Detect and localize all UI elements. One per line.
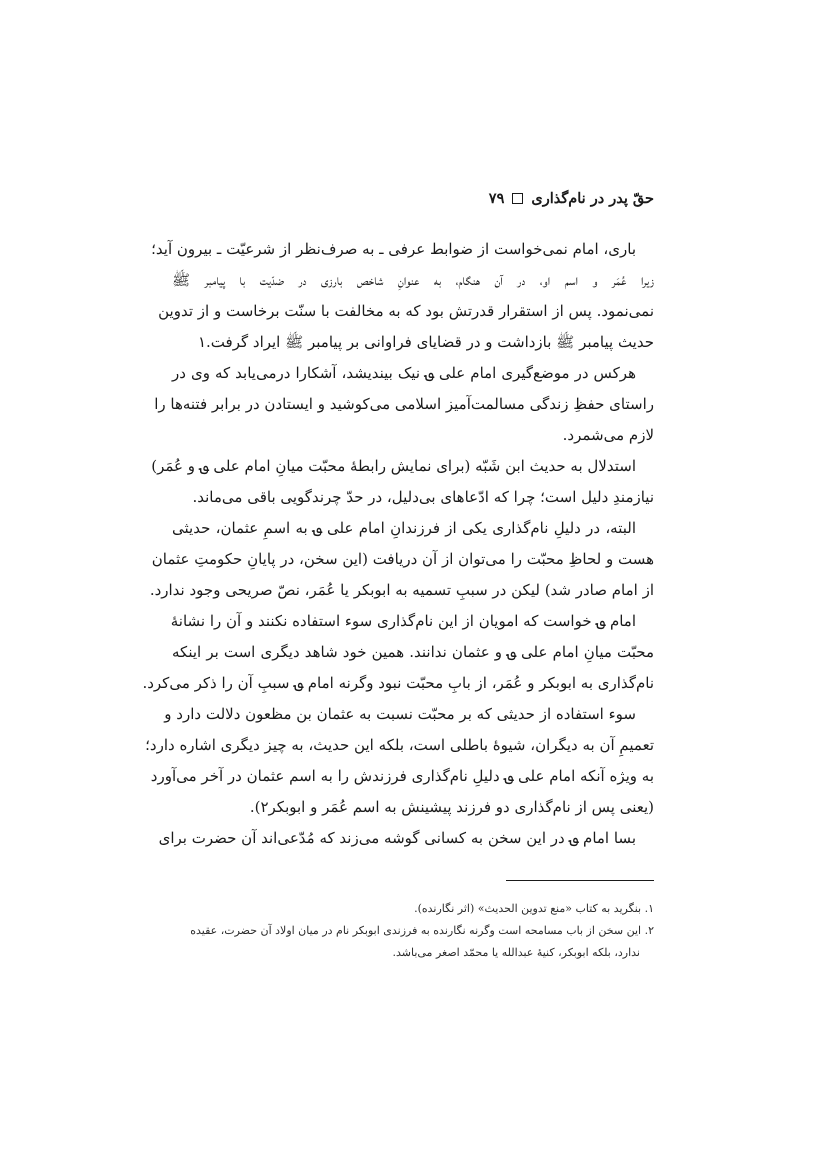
- footnotes: [172, 898, 654, 964]
- paragraph: [154, 358, 654, 451]
- paragraph: [149, 513, 654, 606]
- text-line: راستای حفظِ زندگی مسالمت‌آمیز اسلامی می‌کوشید و ایستادن در برابر فتنه‌ها را: [154, 395, 654, 413]
- running-header: [489, 190, 654, 207]
- text-line: حدیث پیامبر ﷺ بازداشت و در قضایای فراوانی بر پیامبر ﷺ ایراد گرفت.۱: [197, 333, 654, 351]
- header-square-ornament: [512, 193, 523, 204]
- text-line: هرکس در موضع‌گیری امام علی ؈ نیک بیندیشد، آشکارا درمی‌یابد که وی در: [172, 364, 636, 382]
- text-line: سوء استفاده از حدیثی که بر محبّت نسبت به عثمان بن مظعون دلالت دارد و: [164, 705, 636, 723]
- text-line: نام‌گذاری به ابوبکر و عُمَر، از بابِ محبّت نبود وگرنه امام ؈ سببِ آن را ذکر می‌کرد.: [142, 674, 654, 692]
- text-line: به ویژه آنکه امام علی ؈ دلیلِ نام‌گذاری فرزندش را به اسم عثمان در آخر می‌آورد: [150, 767, 654, 785]
- text-line: استدلال به حدیث ابن شَبّه (برای نمایش رابطهٔ محبّت میانِ امام علی ؈ و عُمَر): [151, 457, 636, 475]
- footnote-1: ۱. بنگرید به کتاب «منع تدوین الحدیث» (اثر نگارنده).: [414, 902, 654, 915]
- footnote-2-continuation: ندارد، بلکه ابوبکر، کنیهٔ عبدالله یا محمّد اصغر می‌باشد.: [392, 946, 640, 959]
- text-line: امام ؈ خواست که امویان از این نام‌گذاری سوء استفاده نکنند و آن را نشانهٔ: [170, 612, 636, 630]
- text-line: هست و لحاظِ محبّت را می‌توان از آن دریافت (این سخن، در پایانِ حکومتِ عثمان: [151, 550, 654, 568]
- text-line: البته، در دلیلِ نام‌گذاری یکی از فرزندانِ امام علی ؈ به اسمِ عثمان، حدیثی: [172, 519, 636, 537]
- paragraph: [142, 606, 654, 699]
- text-line: لازم می‌شمرد.: [562, 426, 654, 444]
- text-line: زیرا عُمَر و اسم او، در آن هنگام، به عنوانِ شاخص بارزی در ضدّیت با پیامبر ﷺ: [172, 271, 654, 289]
- footnote-2: ۲. این سخن از باب مسامحه است وگرنه نگارنده به فرزندی ابوبکر نام در میان اولاد آن حضرت، عقیده: [190, 924, 654, 937]
- text-line: محبّت میانِ امام علی ؈ و عثمان ندانند. همین خود شاهد دیگری است بر اینکه: [172, 643, 654, 661]
- page-number: ۷۹: [488, 190, 505, 207]
- text-line: نمی‌نمود. پس از استقرار قدرتش بود که به مخالفت با سنّت برخاست و از تدوین: [158, 302, 654, 320]
- text-line: بسا امام ؈ در این سخن به کسانی گوشه می‌زند که مُدّعی‌اند آن حضرت برای: [158, 829, 636, 847]
- paragraph: [151, 451, 654, 513]
- text-line: تعمیمِ آن به دیگران، شیوهٔ باطلی است، بلکه این حدیث، به چیز دیگری اشاره دارد؛: [145, 736, 654, 754]
- running-title: حقّ پدر در نام‌گذاری: [531, 190, 654, 207]
- paragraph: [158, 823, 654, 854]
- paragraph: [151, 234, 654, 358]
- paragraph: [145, 699, 654, 823]
- text-line: (یعنی پس از نام‌گذاری دو فرزند پیشینش به اسم عُمَر و ابوبکر۲).: [249, 798, 654, 816]
- text-line: باری، امام نمی‌خواست از ضوابط عرفی ـ به صرف‌نظر از شرعیّت ـ بیرون آید؛: [151, 240, 636, 258]
- footnote-separator: [506, 880, 654, 881]
- text-line: از امام صادر شد) لیکن در سببِ تسمیه به ابوبکر یا عُمَر، نصّ صریحی وجود ندارد.: [149, 581, 654, 599]
- text-line: نیازمندِ دلیل است؛ چرا که ادّعاهای بی‌دلیل، در حدّ چرندگویی باقی می‌ماند.: [192, 488, 654, 506]
- main-text: [142, 234, 654, 854]
